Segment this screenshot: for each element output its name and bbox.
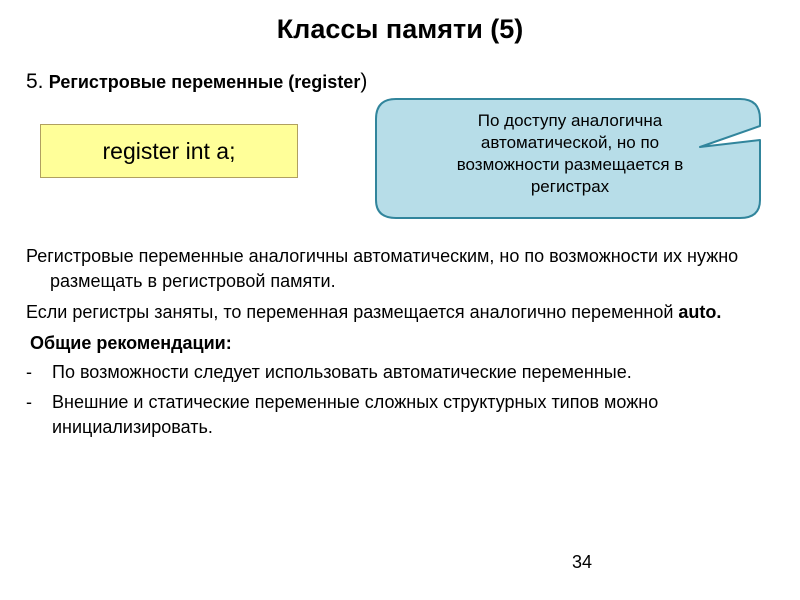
callout-line: регистрах <box>530 177 610 196</box>
section-number: 5. <box>26 70 44 93</box>
paragraph-text: Если регистры заняты, то переменная размещается аналогично переменной <box>26 302 679 322</box>
slide-title: Классы памяти (5) <box>276 14 524 44</box>
section-heading-paren: ) <box>360 70 368 93</box>
paragraph-register-description: Регистровые переменные аналогичны автоматическим, но по возможности их нужно размещать в регистровой памяти. <box>26 246 739 291</box>
recommendation-text: Внешние и статические переменные сложных структурных типов можно инициализировать. <box>52 392 659 437</box>
recommendation-item <box>26 390 766 440</box>
callout-line: возможности размещается в <box>456 155 684 174</box>
page-number: 34 <box>572 552 593 572</box>
callout-line: По доступу аналогична <box>477 111 663 130</box>
callout-text <box>390 110 750 198</box>
recommendation-text: По возможности следует использовать автоматические переменные. <box>52 362 632 382</box>
recommendations-heading: Общие рекомендации: <box>30 333 232 353</box>
auto-keyword: auto. <box>678 302 722 322</box>
section-heading: Регистровые переменные (register <box>48 72 361 92</box>
callout-line: автоматической, но по <box>480 133 660 152</box>
dash-bullet: - <box>26 362 32 382</box>
code-example-box: register int a; <box>40 124 298 178</box>
paragraph-registers-busy <box>26 300 766 325</box>
slide-body <box>26 244 766 445</box>
dash-bullet: - <box>26 392 32 412</box>
recommendation-item <box>26 360 766 385</box>
